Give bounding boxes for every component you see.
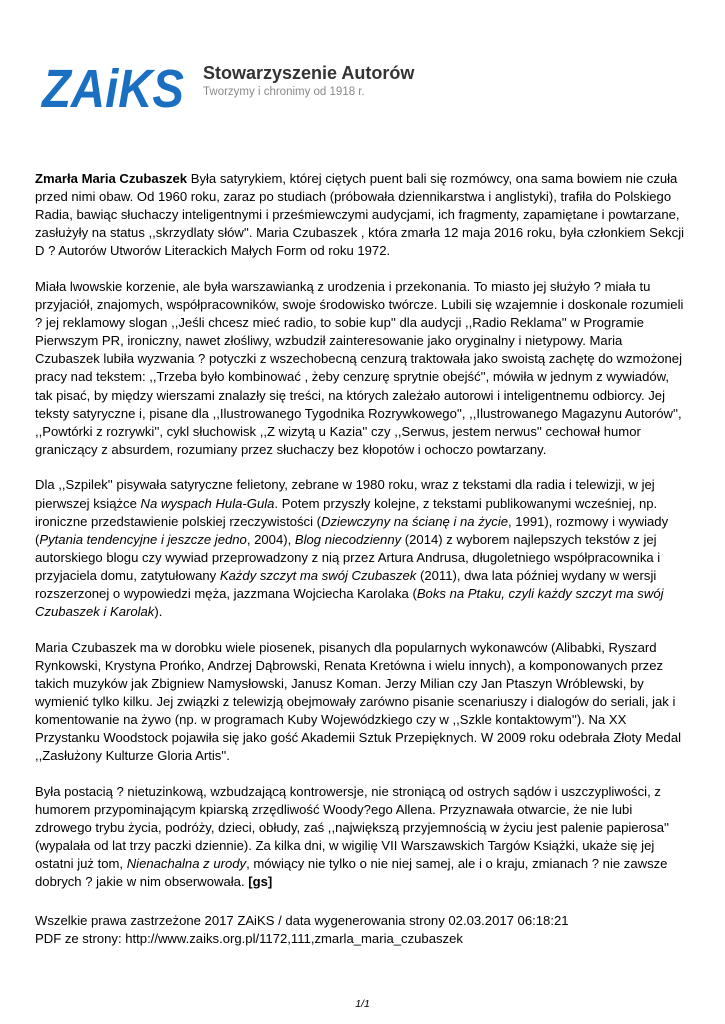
p5-text: Była postacią ? nietuzinkową, wzbudzającą kontrowersje, nie stroniącą od ostrych sądów i uszczypliwości, z humorem przypominającym kpiarską zrzędliwość Woody?ego Allena. Przyznawała otwarcie, że nie lubi zdrowego trybu życia, podróży, dzieci, obłudy, zaś ,,największą przyjemnością w życiu jest palenie papierosa'' (wypalała od lat trzy paczki dziennie). Za kilka dni, w wigilię VII Warszawskich Targów Książki, ukaże się jej ostatni już tom, (35, 783, 670, 872)
copyright-line: Wszelkie prawa zastrzeżone 2017 ZAiKS / data wygenerowania strony 02.03.2017 06:18:21 (35, 913, 569, 928)
p3-text: , 1991), rozmowy i wywiady ( (35, 513, 669, 547)
p3-text: (2011), dwa lata później wydany w wersji rozszerzonej o wypowiedzi męża, jazzmana Wojciecha Karolaka ( (35, 567, 657, 601)
p3-text: . Potem przyszły kolejne, z tekstami publikowanymi wcześniej, np. ironiczne przedstawienie polskiej rzeczywistości ( (35, 495, 658, 529)
book-title: Dziewczyny na ścianę i na życie (321, 513, 509, 529)
paragraph-1-text: Była satyrykiem, której ciętych puent bali się rozmówcy, ona sama bowiem nie czuła przed nimi obaw. Od 1960 roku, zaraz po studiach (próbowała dziennikarstwa i anglistyki), trafiła do Polskiego Radia, bawiąc słuchaczy inteligentnymi i prześmiewczymi audycjami, ich fragmenty, zapamiętane i powtarzane, zasłużyły na status ,,skrzydlaty słów''. Maria Czubaszek , która zmarła 12 maja 2016 roku, była członkiem Sekcji D ? Autorów Utworów Literackich Małych Form od roku 1972. (35, 171, 685, 259)
p3-text: ). (154, 604, 163, 620)
logo-text: ZAiKS (40, 59, 184, 114)
book-title: Boks na Ptaku, czyli każdy szczyt ma swój Czubaszek i Karolak (35, 585, 664, 620)
source-url-line: PDF ze strony: http://www.zaiks.org.pl/1172,111,zmarla_maria_czubaszek (35, 931, 463, 947)
p3-text: (2014) z wyborem najlepszych tekstów z jej autorskiego blogu czy wywiad przeprowadzony z nią przez Artura Andrusa, długoletniego współpracownika i przyjaciela domu, zatytułowany (35, 531, 661, 583)
article-title: Zmarła Maria Czubaszek (35, 171, 188, 186)
paragraph-2: Miała lwowskie korzenie, ale była warszawianką z urodzenia i przekonania. To miasto jej służyło ? miała tu przyjaciół, znajomych, współpracowników, swoje środowisko twórcze. Lubili się wzajemnie i doskonale rozumieli ? jej reklamowy slogan ,,Jeśli chcesz mieć radio, to sobie kup'' dla audycji ,,Radio Reklama'' w Programie Pierwszym PR, ironiczny, nawet złośliwy, wzbudził zainteresowanie jako oryginalny i nietypowy. Maria Czubaszek lubiła wyzwania ? potyczki z wszechobecną cenzurą traktowała jako swoistą zachętę do wzmożonej pracy nad tekstem: ,,Trzeba było kombinować , żeby cenzurę sprytnie obejść'', mówiła w jednym z wywiadów, tak pisać, by między wierszami znalazły się treści, na których zależało autorowi i inteligentnemu odbiorcy. Jej teksty satyryczne i, pisane dla ,,Ilustrowanego Tygodnika Rozrywkowego'', ,,Ilustrowanego Magazynu Autorów'', ,,Powtórki z rozrywki'', cykl słuchowisk ,,Z wizytą u Kazia'' czy ,,Serwus, jestem nerwus'' cechował humor graniczący z absurdem, rozumiany przez słuchaczy bez kłopotów i ochoczo powtarzany. (35, 278, 684, 457)
paragraph-5 (35, 783, 687, 892)
page-number: 1/1 (355, 998, 370, 1010)
book-title: Nienachalna z urody (126, 856, 247, 872)
p3-text: Dla ,,Szpilek'' pisywała satyryczne felietony, zebrane w 1980 roku, wraz z tekstami dla radia i telewizji, w jej pierwszej książce (35, 477, 655, 511)
paragraph-4: Maria Czubaszek ma w dorobku wiele piosenek, pisanych dla popularnych wykonawców (Alibabki, Ryszard Rynkowski, Krystyna Prońko, Andrzej Dąbrowski, Renata Kretówna i wielu innych), a komponowanych przez takich muzyków jak Zbigniew Namysłowski, Janusz Koman. Jerzy Milian czy Jan Ptaszyn Wróblewski, by wymienić tylko kilku. Jej związki z telewizją obejmowały zarówno pisanie scenariuszy i dialogów do seriali, jak i komentowanie na żywo (np. w programach Kuby Wojewódzkiego czy w ,,Szkle kontaktowym''). Na XX Przystanku Woodstock pojawiła się jako gość Akademii Sztuk Przepięknych. W 2009 roku odebrała Złoty Medal ,,Zasłużony Kulturze Gloria Artis''. (35, 639, 682, 764)
book-title: Blog niecodzienny (294, 531, 402, 547)
org-block (203, 62, 414, 99)
book-title: Na wyspach Hula-Gula (140, 495, 275, 511)
org-tagline: Tworzymy i chronimy od 1918 r. (203, 86, 365, 98)
article-body (35, 170, 687, 891)
p3-text: , 2004), (246, 531, 295, 547)
page-header (40, 56, 460, 116)
book-title: Pytania tendencyjne i jeszcze jedno (39, 531, 247, 547)
p5-text: , mówiący nie tylko o nie niej samej, ale i o kraju, zmianach ? nie zawsze dobrych ? jakie w nim obserwowała. (35, 856, 668, 890)
page-footer (35, 912, 695, 948)
zaiks-logo (40, 56, 188, 114)
paragraph-3 (35, 476, 687, 621)
org-name: Stowarzyszenie Autorów (203, 63, 415, 83)
author-signature: [gs] (248, 874, 273, 890)
paragraph-1 (35, 170, 687, 260)
book-title: Każdy szczyt ma swój Czubaszek (219, 567, 417, 583)
